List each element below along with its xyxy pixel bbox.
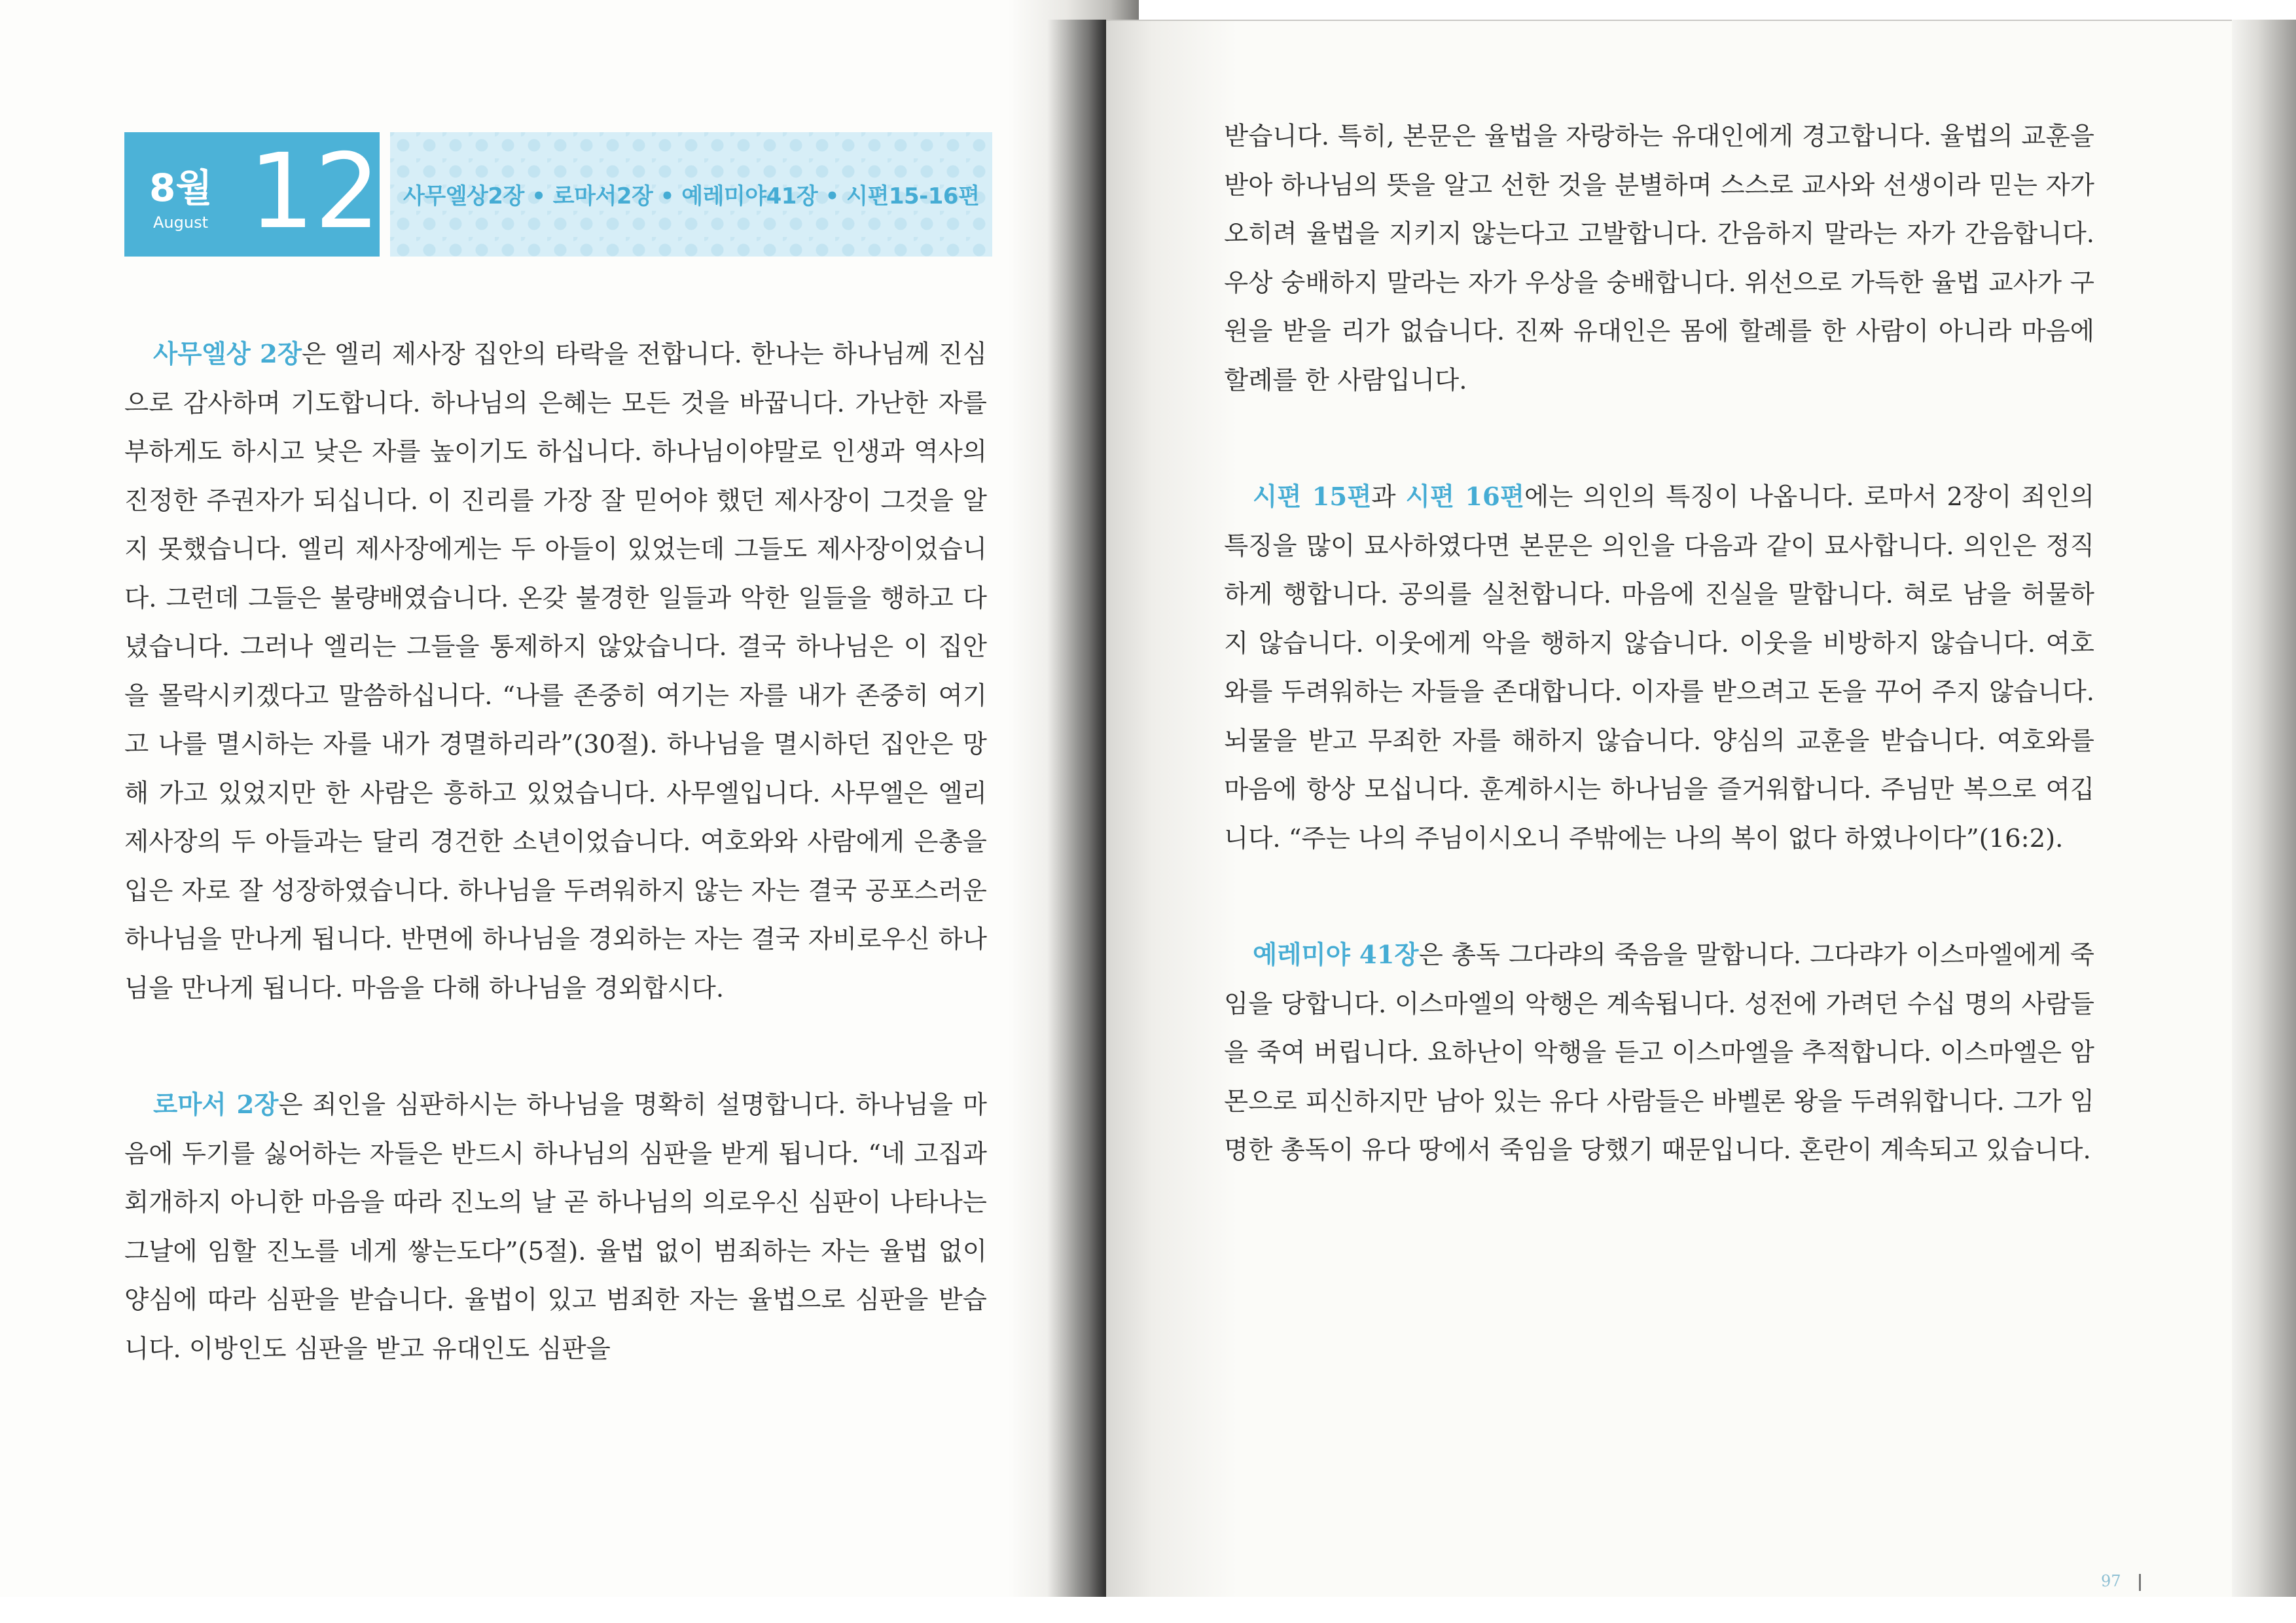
date-box xyxy=(124,132,380,257)
lead-romans: 로마서 2장 xyxy=(153,1090,279,1120)
gutter-shadow xyxy=(1047,20,1106,1603)
date-month: 8월 xyxy=(149,166,213,210)
date-day: 12 xyxy=(249,132,381,252)
body-jeremiah: 은 총독 그다랴의 죽음을 말합니다. 그다랴가 이스마엘에게 죽임을 당합니다. 이스마엘의 악행은 계속됩니다. 성전에 가려던 수십 명의 사람들을 죽여 버립니다. 요하난이 악행을 듣고 이스마엘을 추적합니다. 이스마엘은 암몬으로 피신하지만 남아 있는 유다 사람들은 바벨론 왕을 두려워합니다. 그가 임명한 총독이 유다 땅에서 죽임을 당했기 때문입니다. 혼란이 계속되고 있습니다. xyxy=(1224,940,2094,1165)
paragraph-samuel xyxy=(124,330,987,1013)
paragraph-romans xyxy=(124,1081,987,1374)
scan-margin xyxy=(0,1597,2296,1623)
body-psalms: 에는 의인의 특징이 나옵니다. 로마서 2장이 죄인의 특징을 많이 묘사하였다면 본문은 의인을 다음과 같이 묘사합니다. 의인은 정직하게 행합니다. 공의를 실천합니다. 마음에 진실을 말합니다. 혀로 남을 허물하지 않습니다. 이웃에게 악을 행하지 않습니다. 이웃을 비방하지 않습니다. 여호와를 두려워하는 자들을 존대합니다. 이자를 받으려고 돈을 꾸어 주지 않습니다. 뇌물을 받고 무죄한 자를 해하지 않습니다. 양심의 교훈을 받습니다. 여호와를 마음에 항상 모십니다. 훈계하시는 하나님을 즐거워합니다. 주님만 복으로 여깁니다. “주는 나의 주님이시오니 주밖에는 나의 복이 없다 하였나이다”(16:2). xyxy=(1224,482,2094,853)
left-text xyxy=(124,330,987,1374)
body-romans: 은 죄인을 심판하시는 하나님을 명확히 설명합니다. 하나님을 마음에 두기를 싫어하는 자들은 반드시 하나님의 심판을 받게 됩니다. “네 고집과 회개하지 아니한 마음을 따라 진노의 날 곧 하나님의 의로우신 심판이 나타나는 그날에 임할 진노를 네게 쌓는도다”(5절). 율법 없이 범죄하는 자는 율법 없이 양심에 따라 심판을 받습니다. 율법이 있고 범죄한 자는 율법으로 심판을 받습니다. 이방인도 심판을 받고 유대인도 심판을 xyxy=(124,1090,987,1364)
readings-list: 사무엘상2장 • 로마서2장 • 예레미야41장 • 시편15-16편 xyxy=(403,183,980,209)
page-number: 97 xyxy=(2101,1572,2121,1590)
paragraph-jeremiah xyxy=(1224,931,2094,1175)
body-samuel: 은 엘리 제사장 집안의 타락을 전합니다. 한나는 하나님께 진심으로 감사하며 기도합니다. 하나님의 은혜는 모든 것을 바꿉니다. 가난한 자를 부하게도 하시고 낮은 자를 높이기도 하십니다. 하나님이야말로 인생과 역사의 진정한 주권자가 되십니다. 이 진리를 가장 잘 믿어야 했던 제사장이 그것을 알지 못했습니다. 엘리 제사장에게는 두 아들이 있었는데 그들도 제사장이었습니다. 그런데 그들은 불량배였습니다. 온갖 불경한 일들과 악한 일들을 행하고 다녔습니다. 그러나 엘리는 그들을 통제하지 않았습니다. 결국 하나님은 이 집안을 몰락시키겠다고 말씀하십니다. “나를 존중히 여기는 자를 내가 존중히 여기고 나를 멸시하는 자를 내가 경멸하리라”(30절). 하나님을 멸시하던 집안은 망해 가고 있었지만 한 사람은 흥하고 있었습니다. 사무엘입니다. 사무엘은 엘리 제사장의 두 아들과는 달리 경건한 소년이었습니다. 여호와와 사람에게 은총을 입은 자로 잘 성장하였습니다. 하나님을 두려워하지 않는 자는 결국 공포스러운 하나님을 만나게 됩니다. 반면에 하나님을 경외하는 자는 결국 자비로우신 하나님을 만나게 됩니다. 마음을 다해 하나님을 경외합시다. xyxy=(124,340,987,1003)
readings-band xyxy=(390,132,992,257)
paragraph-psalms xyxy=(1224,473,2094,863)
page-number-bar xyxy=(2139,1574,2141,1591)
lead-samuel: 사무엘상 2장 xyxy=(153,340,302,369)
right-page-edge xyxy=(2232,20,2296,1610)
right-text xyxy=(1224,113,2094,1175)
psalms-connector: 과 xyxy=(1371,482,1406,512)
lead-psalm-16: 시편 16편 xyxy=(1405,482,1525,512)
lead-psalm-15: 시편 15편 xyxy=(1253,482,1372,512)
paragraph-romans-continued: 받습니다. 특히, 본문은 율법을 자랑하는 유대인에게 경고합니다. 율법의 교훈을 받아 하나님의 뜻을 알고 선한 것을 분별하며 스스로 교사와 선생이라 믿는 자가 오히려 율법을 지키지 않는다고 고발합니다. 간음하지 말라는 자가 간음합니다. 우상 숭배하지 말라는 자가 우상을 숭배합니다. 위선으로 가득한 율법 교사가 구원을 받을 리가 없습니다. 진짜 유대인은 몸에 할례를 한 사람이 아니라 마음에 할례를 한 사람입니다. xyxy=(1224,122,2094,395)
date-month-english: August xyxy=(153,213,208,232)
lead-jeremiah: 예레미야 41장 xyxy=(1253,940,1419,970)
